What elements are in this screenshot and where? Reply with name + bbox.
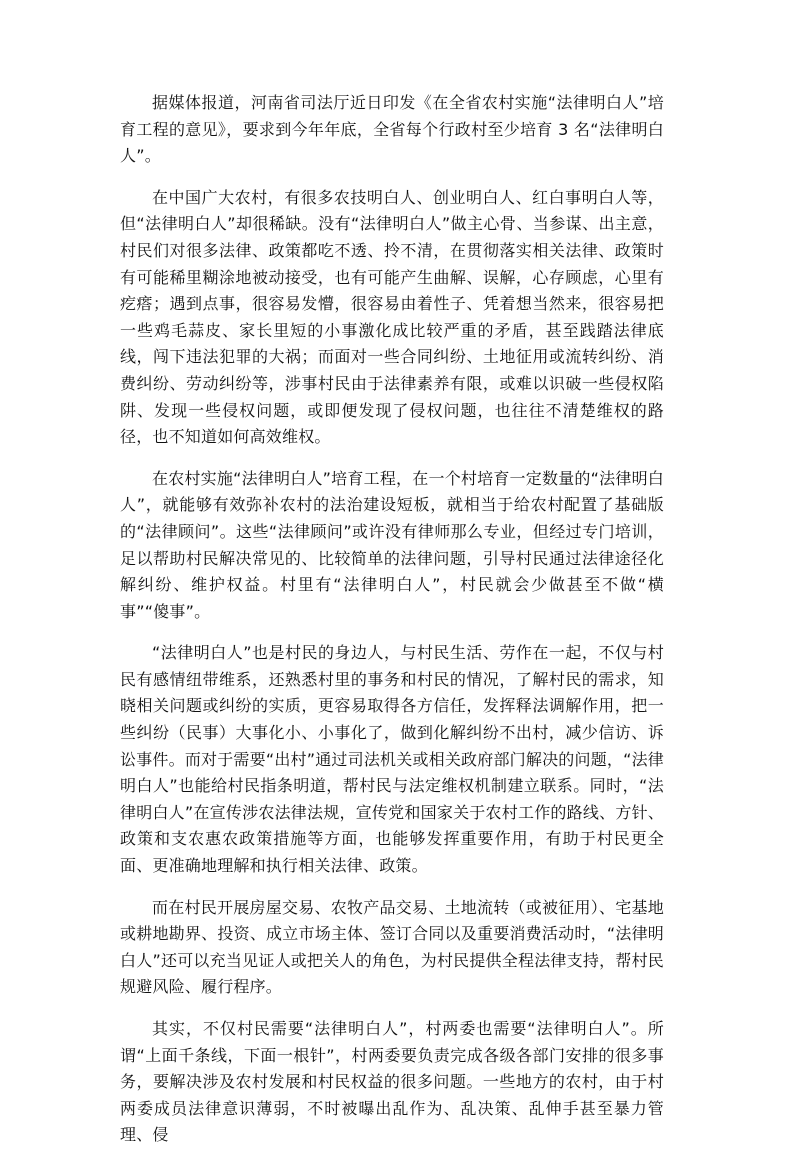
paragraph-5: 而在村民开展房屋交易、农牧产品交易、土地流转（或被征用）、宅基地或耕地勘界、投资、成立市场主体、签订合同以及重要消费活动时，“法律明白人”还可以充当见证人或把关人的角色，为村民提供全程法律支持，帮村民规避风险、履行程序。 [120, 897, 664, 997]
paragraph-6: 其实，不仅村民需要“法律明白人”，村两委也需要“法律明白人”。所谓“上面千条线，下面一根针”，村两委要负责完成各级各部门安排的很多事务，要解决涉及农村发展和村民权益的很多问题。一些地方的农村，由于村两委成员法律意识薄弱，不时被曝出乱作为、乱决策、乱伸手甚至暴力管理、侵 [120, 1019, 664, 1145]
paragraph-4: “法律明白人”也是村民的身边人，与村民生活、劳作在一起，不仅与村民有感情纽带维系，还熟悉村里的事务和村民的情况，了解村民的需求，知晓相关问题或纠纷的实质，更容易取得各方信任，发挥释法调解作用，把一些纠纷（民事）大事化小、小事化了，做到化解纠纷不出村，减少信访、诉讼事件。而对于需要“出村”通过司法机关或相关政府部门解决的问题，“法律明白人”也能给村民指条明道，帮村民与法定维权机制建立联系。同时，“法律明白人”在宣传涉农法律法规，宣传党和国家关于农村工作的路线、方针、政策和支农惠农政策措施等方面，也能够发挥重要作用，有助于村民更全面、更准确地理解和执行相关法律、政策。 [120, 643, 664, 876]
paragraph-2: 在中国广大农村，有很多农技明白人、创业明白人、红白事明白人等，但“法律明白人”却很稀缺。没有“法律明白人”做主心骨、当参谋、出主意，村民们对很多法律、政策都吃不透、拎不清，在贯彻落实相关法律、政策时有可能稀里糊涂地被动接受，也有可能产生曲解、误解，心存顾虑，心里有疙瘩；遇到点事，很容易发懵，很容易由着性子、凭着想当然来，很容易把一些鸡毛蒜皮、家长里短的小事激化成比较严重的矛盾，甚至践踏法律底线，闯下违法犯罪的大祸；而面对一些合同纠纷、土地征用或流转纠纷、消费纠纷、劳动纠纷等，涉事村民由于法律素养有限，或难以识破一些侵权陷阱、发现一些侵权问题，或即便发现了侵权问题，也往往不清楚维权的路径，也不知道如何高效维权。 [120, 187, 664, 447]
paragraph-3: 在农村实施“法律明白人”培育工程，在一个村培育一定数量的“法律明白人”，就能够有效弥补农村的法治建设短板，就相当于给农村配置了基础版的“法律顾问”。这些“法律顾问”或许没有律师那么专业，但经过专门培训，足以帮助村民解决常见的、比较简单的法律问题，引导村民通过法律途径化解纠纷、维护权益。村里有“法律明白人”，村民就会少做甚至不做“横事”“傻事”。 [120, 468, 664, 621]
article-body [120, 90, 664, 1164]
paragraph-1: 据媒体报道，河南省司法厅近日印发《在全省农村实施“法律明白人”培育工程的意见》，要求到今年年底，全省每个行政村至少培育 3 名“法律明白人”。 [120, 93, 664, 166]
